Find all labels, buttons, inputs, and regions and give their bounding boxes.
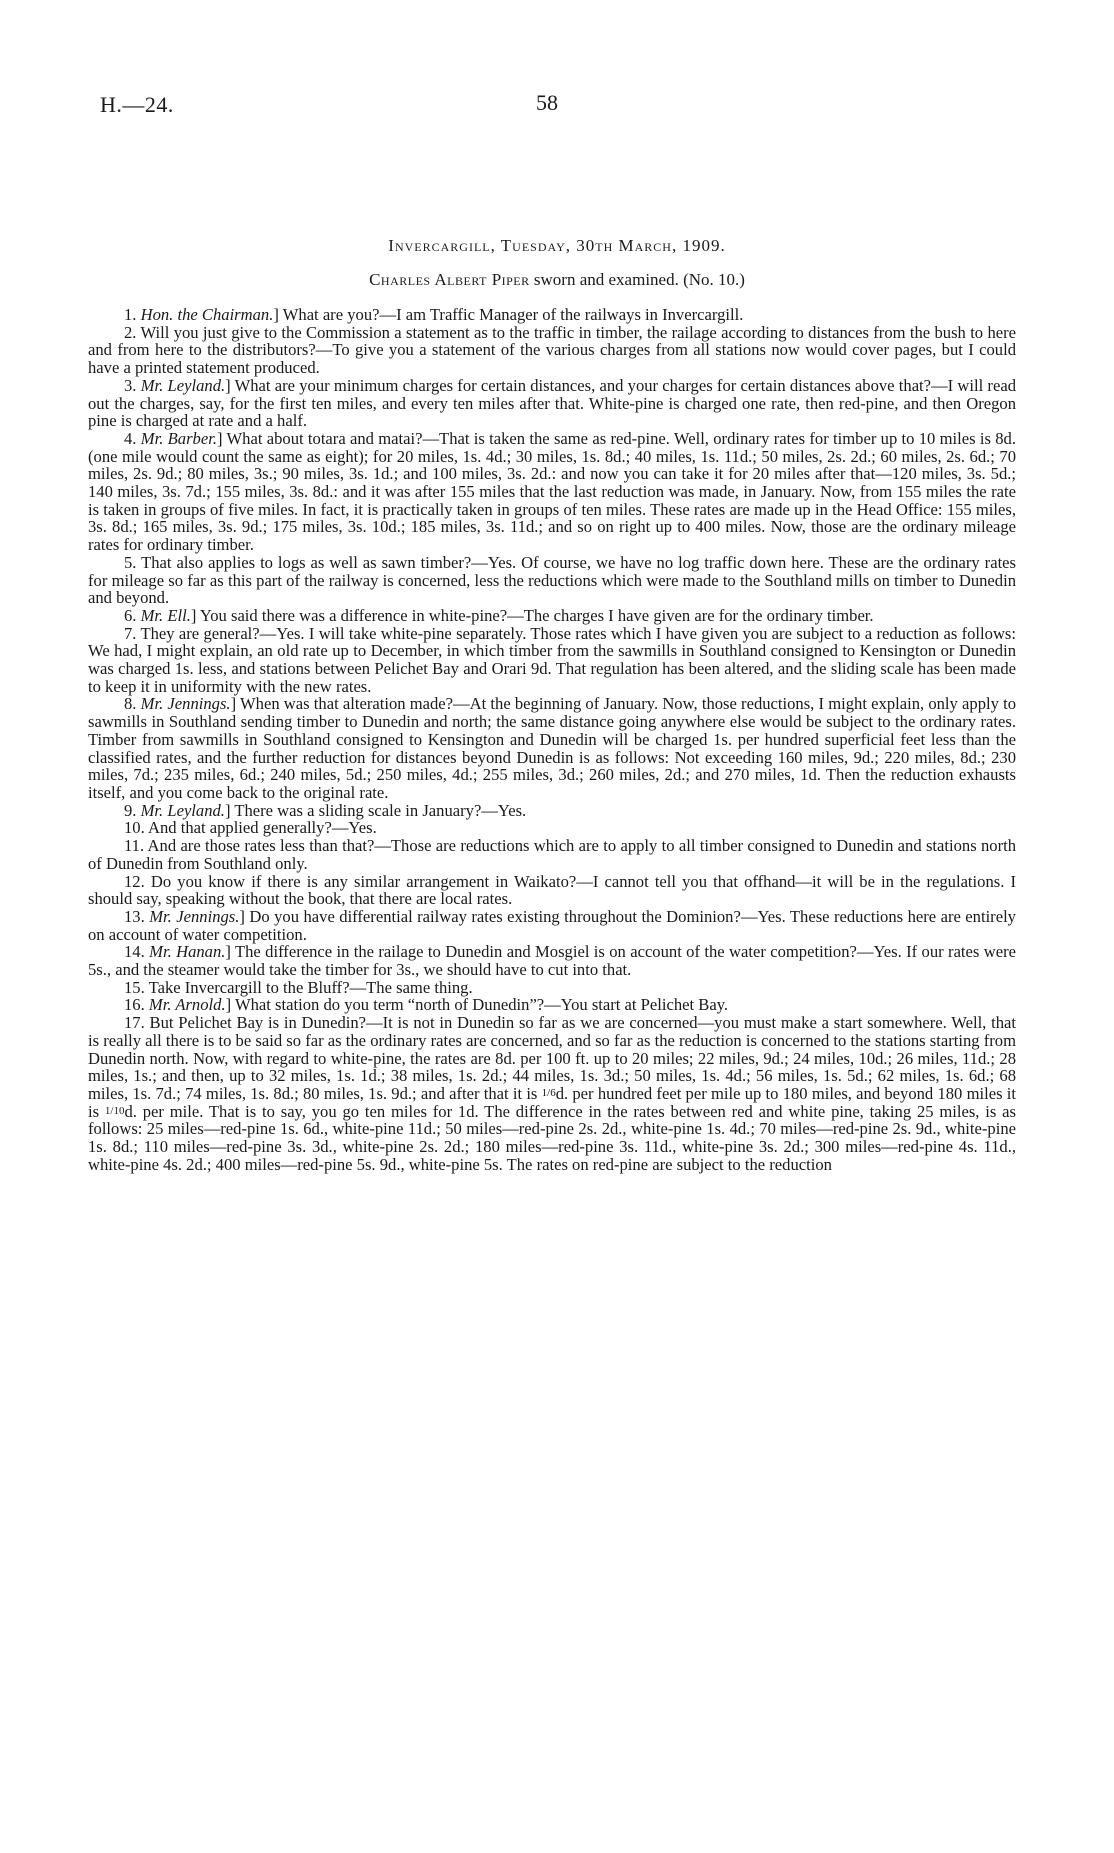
- question-number: 13.: [124, 906, 145, 926]
- speaker-name: Hon. the Chairman.: [140, 305, 274, 324]
- question-1: [88, 306, 1016, 324]
- question-text: ] What about totara and matai?—That is taken the same as red-pine. Well, ordinary rates for timber up to 10 miles is 8d. (one mile would count the same as eight); for 20 miles, 1s. 4d.; 30 miles, 1s. 8d.; 40 miles, 1s. 11d.; 50 miles, 2s. 2d.; 60 miles, 2s. 6d.; 70 miles, 2s. 9d.; 80 miles, 3s.; 90 miles, 3s. 1d.; and 100 miles, 3s. 2d.: and now you can take it for 20 miles after that—120 miles, 3s. 5d.; 140 miles, 3s. 7d.; 155 miles, 3s. 8d.: and it was after 155 miles that the last reduction was made, in January. Now, from 155 miles the rate is taken in groups of five miles. In fact, it is practically taken in groups of ten miles. These rates are made up in the Head Office: 155 miles, 3s. 8d.; 165 miles, 3s. 9d.; 175 miles, 3s. 10d.; 185 miles, 3s. 11d.; and so on right up to 400 miles. Now, those are the ordinary mileage rates for ordinary timber.: [88, 428, 1017, 555]
- question-number: 14.: [124, 942, 145, 962]
- question-text: ] What station do you term “north of Dunedin”?—You start at Pelichet Bay.: [225, 995, 729, 1015]
- speaker-name: Mr. Leyland.: [140, 375, 226, 395]
- question-number: 10.: [124, 818, 145, 838]
- question-5: [88, 554, 1016, 607]
- evidence-transcript: [88, 306, 1016, 1173]
- question-12: [88, 873, 1016, 908]
- question-number: 3.: [124, 375, 137, 395]
- question-17: [88, 1014, 1016, 1173]
- question-text: Will you just give to the Commission a statement as to the traffic in timber, the railage according to distances from the bush to here and from here to the distributors?—To give you a statement of the various charges from all stations now would cover pages, but I could have a printed statement produced.: [88, 322, 1017, 378]
- speaker-name: Mr. Jennings.: [149, 906, 240, 926]
- question-7: [88, 625, 1016, 696]
- question-8: [88, 695, 1016, 801]
- question-number: 9.: [124, 800, 137, 820]
- question-10: [88, 819, 1016, 837]
- question-text: But Pelichet Bay is in Dunedin?—It is not in Dunedin so far as we are concerned—you must make a start somewhere. Well, that is really all there is to be said so far as the ordinary rates are concerned, and so far as the reduction is concerned to the stations starting from Dunedin north. Now, with regard to white-pine, the rates are 8d. per 100 ft. up to 20 miles; 22 miles, 9d.; 24 miles, 10d.; 26 miles, 11d.; 28 miles, 1s.; and then, up to 32 miles, 1s. 1d.; 38 miles, 1s. 2d.; 44 miles, 1s. 3d.; 50 miles, 1s. 4d.; 56 miles, 1s. 5d.; 62 miles, 1s. 6d.; 68 miles, 1s. 7d.; 74 miles, 1s. 8d.; 80 miles, 1s. 9d.; and after that it is: [88, 1013, 1016, 1103]
- question-text: ] What are your minimum charges for certain distances, and your charges for certain distances above that?—I will read out the charges, say, for the first ten miles, and every ten miles after that. White-pine is charged one rate, then red-pine, and then Oregon pine is charged at rate and a half.: [88, 375, 1016, 431]
- witness-heading: [0, 270, 1114, 290]
- question-number: 5.: [124, 552, 137, 572]
- page-number: 58: [536, 90, 558, 115]
- speaker-name: Mr. Jennings.: [140, 694, 231, 714]
- question-number: 15.: [124, 977, 145, 997]
- speaker-name: Mr. Barber.: [140, 428, 217, 448]
- question-number: 17.: [124, 1013, 145, 1033]
- question-text: d. per mile. That is to say, you go ten miles for 1d. The difference in the rates between red and white pine, taking 25 miles, is as follows: 25 miles—red-pine 1s. 6d., white-pine 11d.; 50 miles—red-pine 2s. 2d., white-pine 1s. 4d.; 70 miles—red-pine 2s. 9d., white-pine 1s. 8d.; 110 miles—red-pine 3s. 3d., white-pine 2s. 2d.; 180 miles—red-pine 3s. 11d., white-pine 3s. 2d.; 300 miles—red-pine 4s. 11d., white-pine 4s. 2d.; 400 miles—red-pine 5s. 9d., white-pine 5s. The rates on red-pine are subject to the reduction: [88, 1101, 1016, 1174]
- question-11: [88, 837, 1016, 872]
- question-text: And that applied generally?—Yes.: [147, 818, 377, 838]
- question-text: They are general?—Yes. I will take white-pine separately. Those rates which I have given you are subject to a reduction as follows: We had, I might explain, an old rate up to December, in which timber from the sawmills in Southland consigned to Kensington or Dunedin was charged 1s. less, and stations between Pelichet Bay and Orari 9d. That regulation has been altered, and the sliding scale has been made to keep it in uniformity with the new rates.: [88, 623, 1016, 696]
- question-text: ] There was a sliding scale in January?—Yes.: [224, 800, 527, 820]
- question-number: 7.: [124, 623, 137, 643]
- speaker-name: Mr. Arnold.: [148, 995, 226, 1015]
- question-number: 6.: [124, 605, 137, 625]
- question-text: d. per hundred feet per mile up to 180 miles, and beyond 180 miles it is: [88, 1083, 1016, 1121]
- question-text: ] What are you?—I am Traffic Manager of the railways in Invercargill.: [273, 305, 744, 324]
- question-number: 16.: [124, 995, 145, 1015]
- question-number: 8.: [124, 694, 137, 714]
- question-number: 11.: [124, 836, 145, 856]
- question-4: [88, 430, 1016, 554]
- question-9: [88, 802, 1016, 820]
- witness-name: Charles Albert Piper: [369, 270, 530, 289]
- session-date-heading: Invercargill, Tuesday, 30th March, 1909.: [388, 236, 726, 255]
- speaker-name: Mr. Hanan.: [149, 942, 226, 962]
- page-header: [0, 92, 1114, 124]
- question-15: [88, 979, 1016, 997]
- question-2: [88, 324, 1016, 377]
- question-13: [88, 908, 1016, 943]
- question-text: ] You said there was a difference in white-pine?—The charges I have given are for the ordinary timber.: [190, 605, 874, 625]
- question-16: [88, 996, 1016, 1014]
- speaker-name: Mr. Ell.: [140, 605, 191, 625]
- fraction: 1/6: [541, 1086, 556, 1099]
- question-3: [88, 377, 1016, 430]
- page-reference: H.—24.: [100, 92, 174, 117]
- question-text: That also applies to logs as well as sawn timber?—Yes. Of course, we have no log traffic down here. These are the ordinary rates for mileage so far as this part of the railway is concerned, less the reductions which were made to the Southland mills on timber to Dunedin and beyond.: [88, 552, 1016, 608]
- question-number: 2.: [124, 322, 137, 342]
- question-number: 12.: [124, 871, 145, 891]
- witness-sworn-text: sworn and examined. (No. 10.): [529, 270, 745, 289]
- fraction: 1/10: [104, 1104, 125, 1117]
- speaker-name: Mr. Leyland.: [140, 800, 225, 820]
- question-text: Do you know if there is any similar arrangement in Waikato?—I cannot tell you that offhand—it will be in the regulations. I should say, speaking without the book, that there are local rates.: [88, 871, 1016, 909]
- question-text: ] Do you have differential railway rates existing throughout the Dominion?—Yes. These reductions here are entirely on account of water competition.: [88, 906, 1016, 944]
- question-text: ] The difference in the railage to Dunedin and Mosgiel is on account of the water competition?—Yes. If our rates were 5s., and the steamer would take the timber for 3s., we should have to cut into that.: [88, 942, 1016, 980]
- question-6: [88, 607, 1016, 625]
- question-text: ] When was that alteration made?—At the beginning of January. Now, those reductions, I might explain, only apply to sawmills in Southland sending timber to Dunedin and north; the same distance going anywhere else would be subject to the ordinary rates. Timber from sawmills in Southland consigned to Kensington and Dunedin will be charged 1s. per hundred superficial feet less than the classified rates, and the further reduction for distances beyond Dunedin is as follows: Not exceeding 160 miles, 9d.; 220 miles, 8d.; 230 miles, 7d.; 235 miles, 6d.; 240 miles, 5d.; 250 miles, 4d.; 255 miles, 3d.; 260 miles, 2d.; and 270 miles, 1d. Then the reduction exhausts itself, and you come back to the original rate.: [88, 694, 1016, 802]
- question-number: 1.: [124, 305, 137, 324]
- question-text: And are those rates less than that?—Those are reductions which are to apply to all timber consigned to Dunedin and stations north of Dunedin from Southland only.: [88, 836, 1017, 873]
- question-14: [88, 943, 1016, 978]
- question-number: 4.: [124, 428, 137, 448]
- question-text: Take Invercargill to the Bluff?—The same thing.: [148, 977, 473, 997]
